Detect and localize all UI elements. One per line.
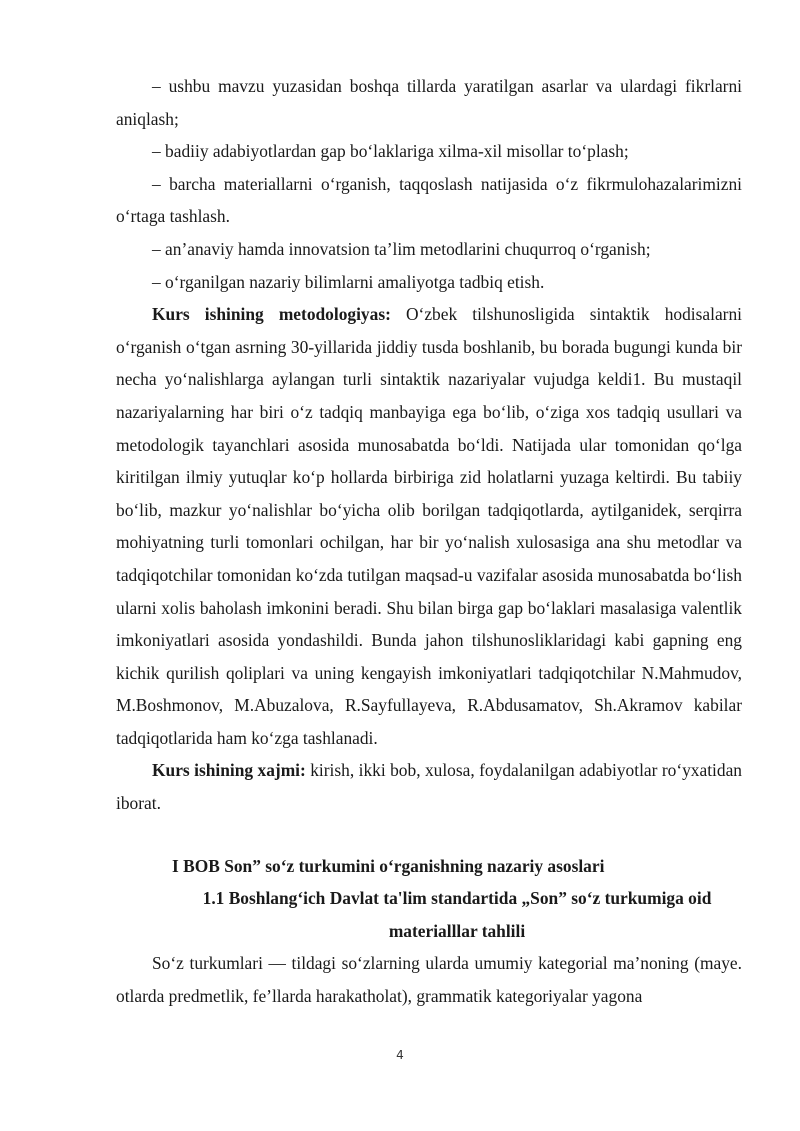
bullet-line: – an’anaviy hamda innovatsion ta’lim metodlarini chuqurroq o‘rganish; (152, 238, 651, 259)
section-heading: 1.1 Boshlang‘ich Davlat ta'lim standartida „Son” so‘z turkumiga oid materialllar tahlili (202, 888, 712, 941)
chapter-heading: I BOB Son” so‘z turkumini o‘rganishning nazariy asoslari (172, 855, 605, 876)
bullet-line: – barcha materiallarni o‘rganish, taqqoslash natijasida o‘z fikrmulohazalarimizni o‘rtaga tashlash. (116, 173, 742, 227)
methodology-text: O‘zbek tilshunosligida sintaktik hodisalarni o‘rganish o‘tgan asrning 30-yillarida jiddiy tusda boshlanib, bu borada bugungi kunda bir necha yo‘nalishlarga aylangan turli sintaktik nazariyalar vujudga keldi1. Bu mustaqil nazariyalarning har biri o‘z tadqiq manbayiga ega bo‘lib, o‘ziga xos tadqiq usullari va metodologik tayanchlari asosida munosabatda bo‘ldi. Natijada ular tomonidan qo‘lga kiritilgan ilmiy yutuqlar ko‘p hollarda birbiriga zid holatlarni yuzaga keltirdi. Bu tabiiy bo‘lib, mazkur yo‘nalishlar bo‘yicha olib borilgan tadqiqotlarda, aytilganidek, serqirra mohiyatning turli tomonlari ochilgan, har bir yo‘nalish xulosasiga ana shu metodlar va tadqiqotchilar tomonidan ko‘zda tutilgan maqsad-u vazifalar asosida munosabatda bo‘lish ularni xolis baholash imkonini beradi. Shu bilan birga gap bo‘laklari masalasiga valentlik imkoniyatlari asosida yondashildi. Bunda jahon tilshunosliklaridagi kabi gapning eng kichik qurilish qoliplari va uning kengayish imkoniyatlari tadqiqotchilar N.Mahmudov, M.Boshmonov, M.Abuzalova, R.Sayfullayeva, R.Abdusamatov, Sh.Akramov kabilar tadqiqotlarida ham ko‘zga tashlanadi. (116, 304, 742, 748)
closing-paragraph: So‘z turkumlari — tildagi so‘zlarning ularda umumiy kategorial ma’noning (maye. otlarda predmetlik, fe’llarda harakatholat), grammatik kategoriyalar yagona (116, 953, 742, 1007)
volume-text: kirish, ikki bob, xulosa, foydalanilgan adabiyotlar ro‘yxatidan iborat. (116, 760, 742, 814)
volume-label: Kurs ishining xajmi: (152, 760, 306, 781)
bullet-line: – ushbu mavzu yuzasidan boshqa tillarda yaratilgan asarlar va ulardagi fikrlarni aniqlash; (116, 76, 742, 129)
body-text (116, 70, 742, 1013)
methodology-paragraph (116, 298, 742, 754)
bullet-line: – o‘rganilgan nazariy bilimlarni amaliyotga tadbiq etish. (152, 271, 545, 292)
bullet-line: – badiiy adabiyotlardan gap bo‘laklariga xilma-xil misollar to‘plash; (152, 141, 629, 162)
volume-paragraph (116, 754, 742, 819)
page-number: 4 (396, 1048, 404, 1062)
methodology-label: Kurs ishining metodologiyas: (152, 304, 391, 325)
